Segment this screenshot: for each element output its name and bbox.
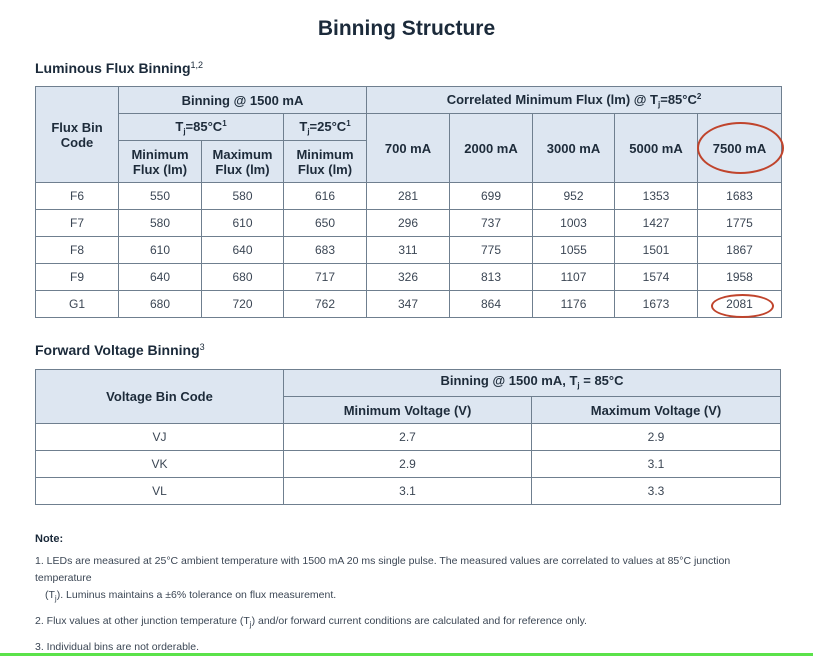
tj-85-text-post: =85°C <box>185 118 223 134</box>
notes-label: Note: <box>35 533 64 545</box>
min-flux-25-cell: 650 <box>284 210 367 237</box>
note-1-sub: j <box>54 594 57 603</box>
tj-85-sub: j <box>183 126 186 136</box>
max-voltage-cell: 3.3 <box>532 478 781 505</box>
min-voltage-cell: 2.9 <box>284 451 532 478</box>
correlated-header-text: Correlated Minimum Flux (lm) @ T <box>446 91 658 107</box>
min-flux-25-cell: 616 <box>284 183 367 210</box>
voltage-bin-code-cell: VJ <box>36 424 284 451</box>
current-5000-header: 5000 mA <box>615 114 698 183</box>
voltage-binning-text-post: = 85°C <box>579 373 624 388</box>
voltage-binning-heading-text: Forward Voltage Binning <box>35 342 200 358</box>
tj-25-header <box>284 114 367 141</box>
note-2-text: 2. Flux values at other junction temperature (T <box>35 615 250 627</box>
flux-7500-cell: 1958 <box>698 264 782 291</box>
flux-700-cell: 347 <box>367 291 450 318</box>
flux-2000-cell: 775 <box>450 237 533 264</box>
current-2000-header: 2000 mA <box>450 114 533 183</box>
bin-code-cell: G1 <box>36 291 119 318</box>
table-row <box>36 451 781 478</box>
flux-700-cell: 296 <box>367 210 450 237</box>
flux-7500-cell: 1775 <box>698 210 782 237</box>
max-flux-85-header: Maximum Flux (lm) <box>202 141 284 183</box>
max-voltage-cell: 3.1 <box>532 451 781 478</box>
note-1-text: (T <box>45 589 55 601</box>
flux-2000-cell: 699 <box>450 183 533 210</box>
note-2-text-post: ) and/or forward current conditions are calculated and for reference only. <box>251 615 587 627</box>
min-flux-25-cell: 717 <box>284 264 367 291</box>
voltage-binning-heading <box>35 342 205 358</box>
note-1-line-1: 1. LEDs are measured at 25°C ambient temperature with 1500 mA 20 ms single pulse. The measured values are correlated to values at 85°C junction temperature <box>35 555 731 584</box>
max-voltage-header: Maximum Voltage (V) <box>532 397 781 424</box>
min-voltage-header: Minimum Voltage (V) <box>284 397 532 424</box>
flux-700-cell: 281 <box>367 183 450 210</box>
min-flux-85-cell: 550 <box>119 183 202 210</box>
current-3000-header: 3000 mA <box>533 114 615 183</box>
correlated-header-sup: 2 <box>696 91 702 101</box>
flux-7500-cell: 1867 <box>698 237 782 264</box>
max-flux-85-cell: 680 <box>202 264 284 291</box>
bottom-rule <box>0 653 813 656</box>
page-title: Binning Structure <box>317 17 496 40</box>
max-flux-85-cell: 640 <box>202 237 284 264</box>
flux-2000-cell: 864 <box>450 291 533 318</box>
voltage-bin-code-cell: VK <box>36 451 284 478</box>
note-2 <box>35 613 785 633</box>
current-700-header: 700 mA <box>367 114 450 183</box>
flux-binning-table <box>35 86 782 318</box>
table-row <box>36 291 782 318</box>
flux-3000-cell: 952 <box>533 183 615 210</box>
note-2-sub: j <box>249 620 252 629</box>
flux-700-cell: 311 <box>367 237 450 264</box>
tj-85-text: T <box>175 118 184 134</box>
bin-code-cell: F8 <box>36 237 119 264</box>
min-voltage-cell: 2.7 <box>284 424 532 451</box>
tj-85-header <box>119 114 284 141</box>
voltage-bin-code-cell: VL <box>36 478 284 505</box>
flux-3000-cell: 1055 <box>533 237 615 264</box>
flux-5000-cell: 1353 <box>615 183 698 210</box>
flux-binning-heading-sup: 1,2 <box>190 60 204 70</box>
tj-25-text-post: =25°C <box>309 118 347 134</box>
tj-85-sup: 1 <box>222 118 227 128</box>
tj-25-sup: 1 <box>346 118 351 128</box>
min-flux-85-cell: 640 <box>119 264 202 291</box>
notes-section <box>35 531 785 657</box>
current-7500-header: 7500 mA <box>698 114 782 183</box>
binning-1500ma-header: Binning @ 1500 mA <box>119 87 367 114</box>
flux-binning-heading <box>35 60 203 76</box>
voltage-binning-table <box>35 369 781 505</box>
min-flux-85-cell: 610 <box>119 237 202 264</box>
note-1 <box>35 553 785 607</box>
flux-3000-cell: 1003 <box>533 210 615 237</box>
flux-bin-code-header: Flux Bin Code <box>36 87 119 183</box>
flux-binning-heading-text: Luminous Flux Binning <box>35 60 191 76</box>
min-flux-25-cell: 683 <box>284 237 367 264</box>
correlated-header-text-post: =85°C <box>660 91 697 107</box>
table-row <box>36 183 782 210</box>
max-flux-85-cell: 720 <box>202 291 284 318</box>
table-row <box>36 478 781 505</box>
flux-5000-cell: 1673 <box>615 291 698 318</box>
min-flux-25-cell: 762 <box>284 291 367 318</box>
table-row <box>36 210 782 237</box>
voltage-binning-header <box>284 370 781 397</box>
voltage-binning-sub: j <box>577 381 580 390</box>
flux-3000-cell: 1176 <box>533 291 615 318</box>
voltage-binning-heading-sup: 3 <box>199 342 205 352</box>
flux-5000-cell: 1501 <box>615 237 698 264</box>
min-flux-85-cell: 580 <box>119 210 202 237</box>
flux-7500-cell: 1683 <box>698 183 782 210</box>
min-flux-85-cell: 680 <box>119 291 202 318</box>
flux-700-cell: 326 <box>367 264 450 291</box>
table-row <box>36 237 782 264</box>
correlated-min-flux-header <box>367 87 782 114</box>
table-row <box>36 264 782 291</box>
max-flux-85-cell: 580 <box>202 183 284 210</box>
flux-7500-cell: 2081 <box>698 291 782 318</box>
note-1-text-post: ). Luminus maintains a ±6% tolerance on flux measurement. <box>56 589 337 601</box>
tj-25-text: T <box>299 118 308 134</box>
min-voltage-cell: 3.1 <box>284 478 532 505</box>
note-3: 3. Individual bins are not orderable. <box>35 641 200 653</box>
tj-25-sub: j <box>307 126 310 136</box>
flux-3000-cell: 1107 <box>533 264 615 291</box>
min-flux-85-header: Minimum Flux (lm) <box>119 141 202 183</box>
flux-2000-cell: 737 <box>450 210 533 237</box>
flux-5000-cell: 1574 <box>615 264 698 291</box>
voltage-binning-text: Binning @ 1500 mA, T <box>440 373 578 388</box>
bin-code-cell: F9 <box>36 264 119 291</box>
note-1-line-2 <box>35 587 785 607</box>
voltage-bin-code-header: Voltage Bin Code <box>36 370 284 424</box>
max-flux-85-cell: 610 <box>202 210 284 237</box>
min-flux-25-header: Minimum Flux (lm) <box>284 141 367 183</box>
flux-5000-cell: 1427 <box>615 210 698 237</box>
flux-2000-cell: 813 <box>450 264 533 291</box>
bin-code-cell: F6 <box>36 183 119 210</box>
max-voltage-cell: 2.9 <box>532 424 781 451</box>
bin-code-cell: F7 <box>36 210 119 237</box>
table-row <box>36 424 781 451</box>
correlated-header-sub: j <box>658 99 661 109</box>
